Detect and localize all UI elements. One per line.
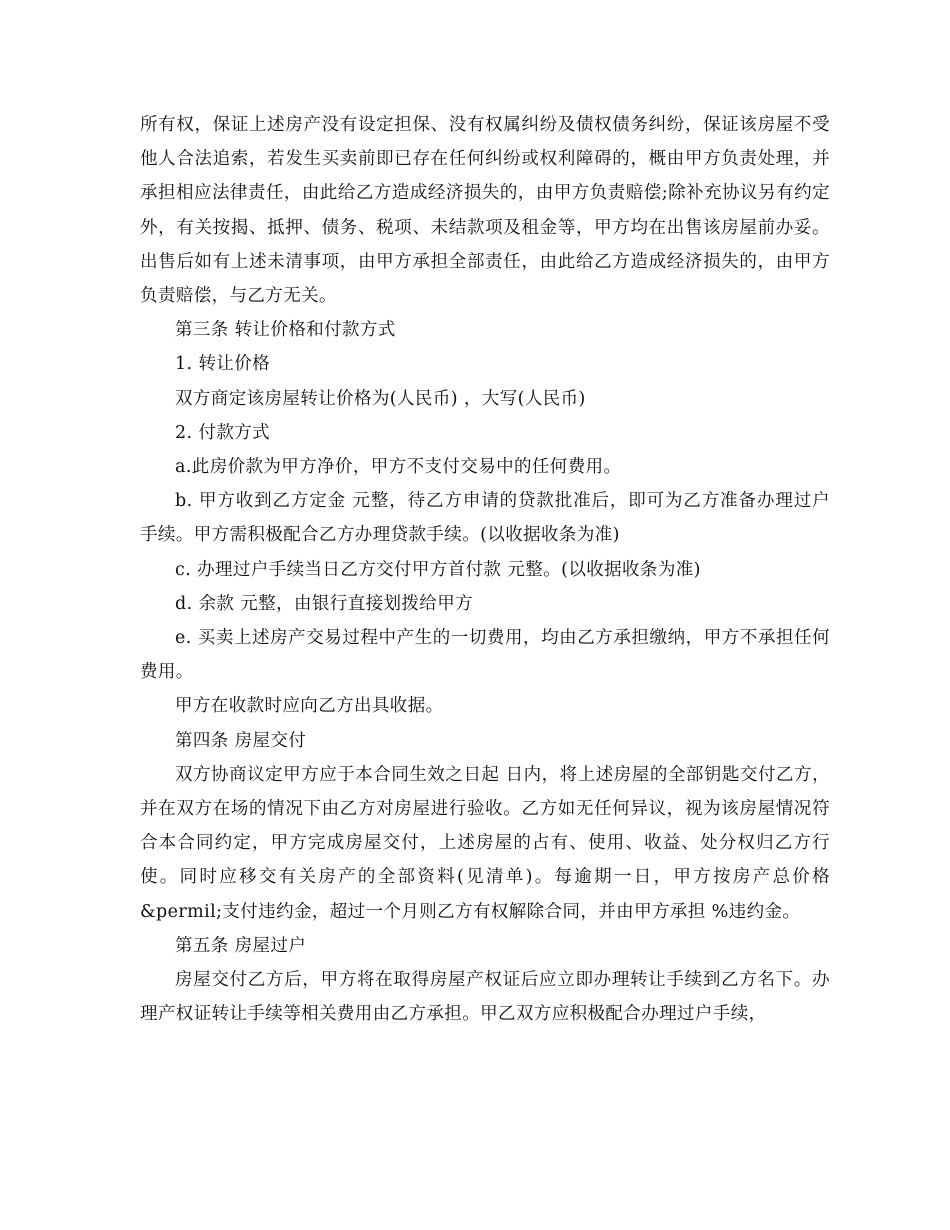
article-4-heading: 第四条 房屋交付 xyxy=(175,730,307,751)
document-body xyxy=(140,108,830,1031)
article-3-heading: 第三条 转让价格和付款方式 xyxy=(175,320,396,341)
payment-item-d: d. 余款 元整，由银行直接划拨给甲方 xyxy=(175,593,473,614)
transfer-price-heading: 1. 转让价格 xyxy=(175,354,271,375)
payment-item-b: b. 甲方收到乙方定金 元整，待乙方申请的贷款批准后，即可为乙方准备办理过户手续。甲方需积极配合乙方办理贷款手续。(以收据收条为准) xyxy=(140,491,830,546)
house-delivery-paragraph: 双方协商议定甲方应于本合同生效之日起 日内，将上述房屋的全部钥匙交付乙方，并在双方在场的情况下由乙方对房屋进行验收。乙方如无任何异议，视为该房屋情况符合本合同约定，甲方完成房屋交付，上述房屋的占有、使用、收益、处分权归乙方行使。同时应移交有关房产的全部资料(见清单)。每逾期一日，甲方按房产总价格 &permil;支付违约金，超过一个月则乙方有权解除合同，并由甲方承担 %违约金。 xyxy=(140,764,830,922)
payment-item-c: c. 办理过户手续当日乙方交付甲方首付款 元整。(以收据收条为准) xyxy=(175,559,701,580)
payment-item-e: e. 买卖上述房产交易过程中产生的一切费用，均由乙方承担缴纳，甲方不承担任何费用。 xyxy=(140,628,830,683)
transfer-price-paragraph: 双方商定该房屋转让价格为(人民币) ，大写(人民币) xyxy=(175,388,586,409)
receipt-paragraph: 甲方在收款时应向乙方出具收据。 xyxy=(175,696,444,717)
article-5-heading: 第五条 房屋过户 xyxy=(175,935,307,956)
paragraph-ownership-guarantee: 所有权，保证上述房产没有设定担保、没有权属纠纷及债权债务纠纷，保证该房屋不受他人合法追索，若发生买卖前即已存在任何纠纷或权利障碍的，概由甲方负责处理，并承担相应法律责任，由此给乙方造成经济损失的，由甲方负责赔偿;除补充协议另有约定外，有关按揭、抵押、债务、税项、未结款项及租金等，甲方均在出售该房屋前办妥。出售后如有上述未清事项，由甲方承担全部责任，由此给乙方造成经济损失的，由甲方负责赔偿，与乙方无关。 xyxy=(140,115,830,307)
payment-item-a: a.此房价款为甲方净价，甲方不支付交易中的任何费用。 xyxy=(175,457,622,478)
payment-method-heading: 2. 付款方式 xyxy=(175,422,271,443)
house-transfer-paragraph: 房屋交付乙方后，甲方将在取得房屋产权证后应立即办理转让手续到乙方名下。办理产权证转让手续等相关费用由乙方承担。甲乙双方应积极配合办理过户手续， xyxy=(140,970,830,1025)
